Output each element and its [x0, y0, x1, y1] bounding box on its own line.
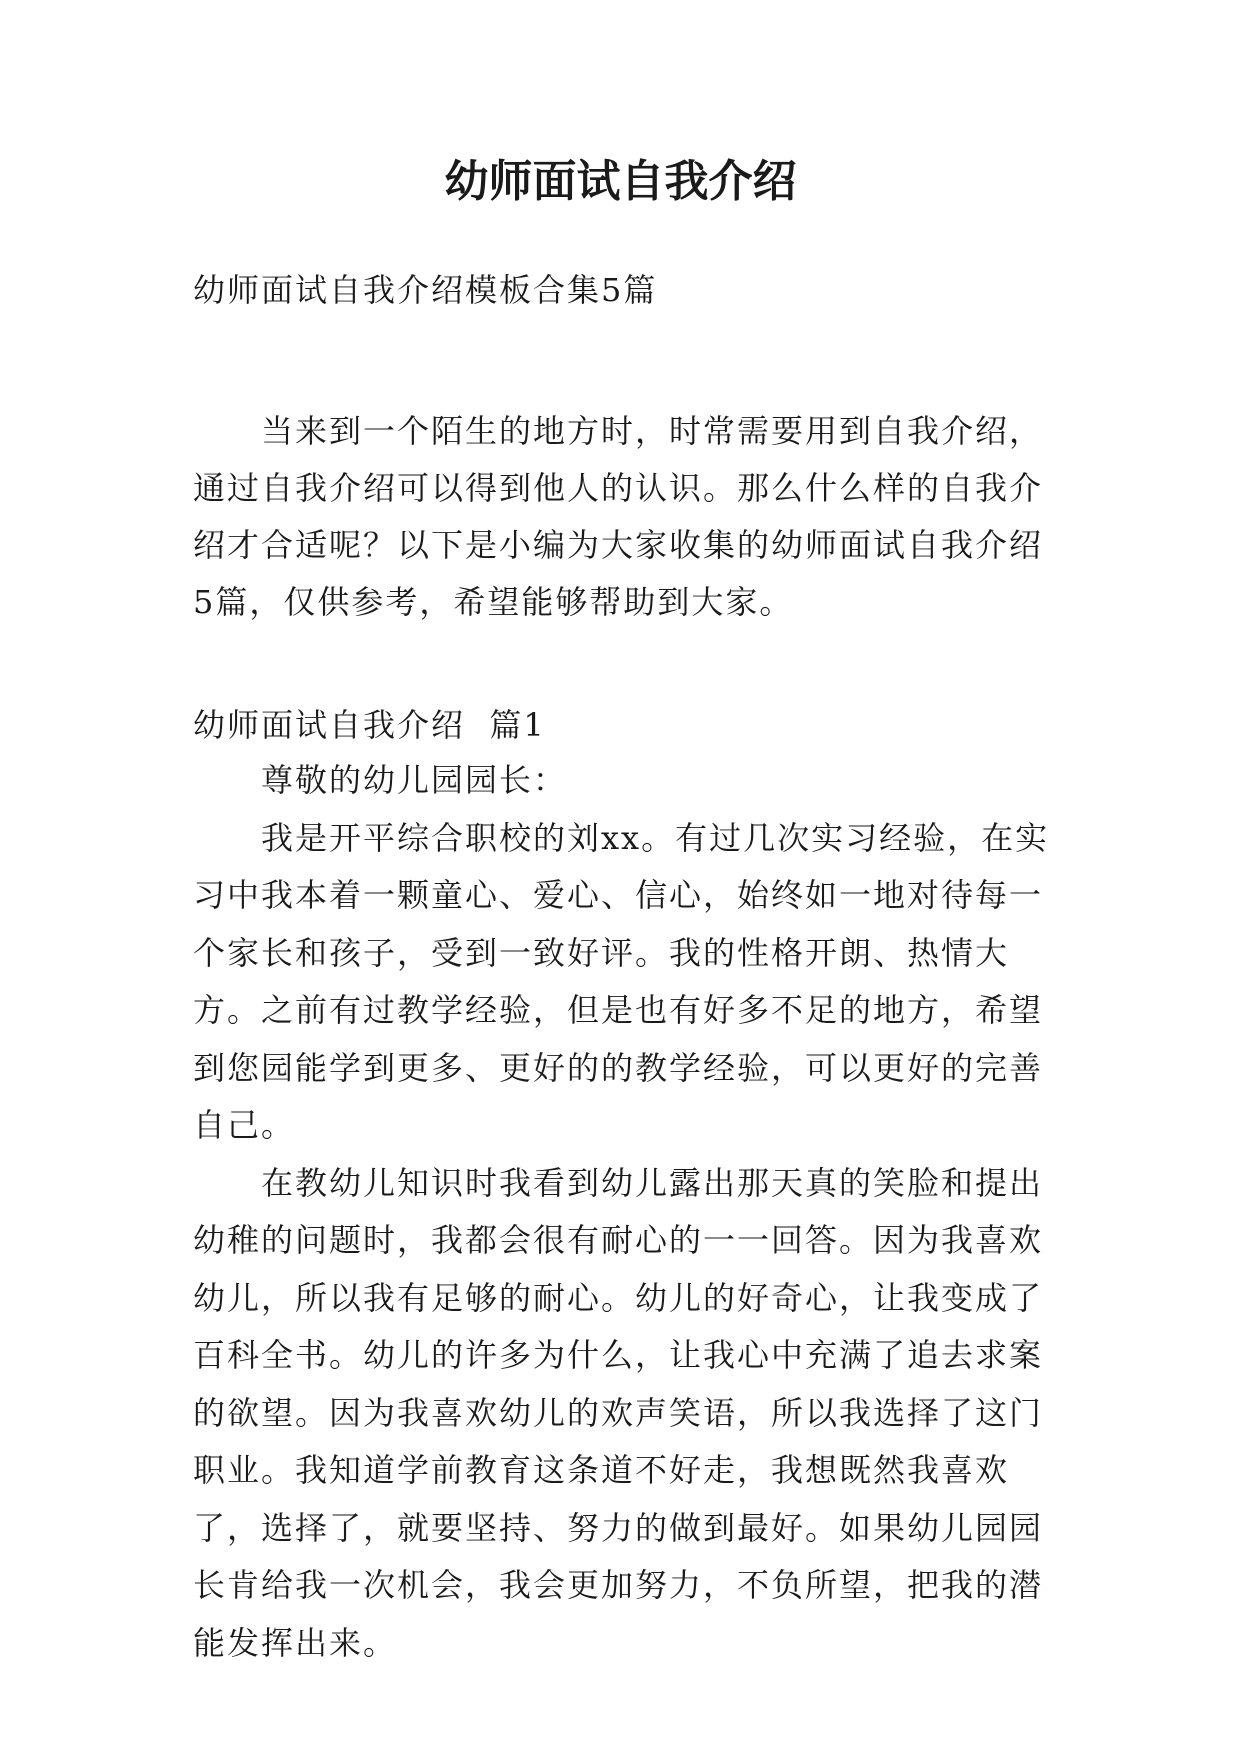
section-content [193, 752, 1061, 1672]
salutation-paragraph: 尊敬的幼儿园园长： [261, 761, 568, 799]
document-subtitle: 幼师面试自我介绍模板合集5篇 [193, 271, 658, 309]
intro-paragraph: 当来到一个陌生的地方时，时常需要用到自我介绍，通过自我介绍可以得到他人的认识。那么什么样的自我介绍才合适呢？以下是小编为大家收集的幼师面试自我介绍5篇，仅供参考，希望能够帮助到大家。 [193, 412, 1044, 621]
body-paragraph: 我是开平综合职校的刘xx。有过几次实习经验，在实习中我本着一颗童心、爱心、信心，始终如一地对待每一个家长和孩子，受到一致好评。我的性格开朗、热情大方。之前有过教学经验，但是也有好多不足的地方，希望到您园能学到更多、更好的的教学经验，可以更好的完善自己。 [193, 818, 1050, 1144]
body-paragraph: 在教幼儿知识时我看到幼儿露出那天真的笑脸和提出幼稚的问题时，我都会很有耐心的一一回答。因为我喜欢幼儿，所以我有足够的耐心。幼儿的好奇心，让我变成了百科全书。幼儿的许多为什么，让我心中充满了追去求案的欲望。因为我喜欢幼儿的欢声笑语，所以我选择了这门职业。我知道学前教育这条道不好走，我想既然我喜欢了，选择了，就要坚持、努力的做到最好。如果幼儿园园长肯给我一次机会，我会更加努力，不负所望，把我的潜能发挥出来。 [193, 1163, 1044, 1662]
section-heading: 幼师面试自我介绍 篇1 [193, 706, 546, 744]
document-title: 幼师面试自我介绍 [444, 156, 797, 207]
